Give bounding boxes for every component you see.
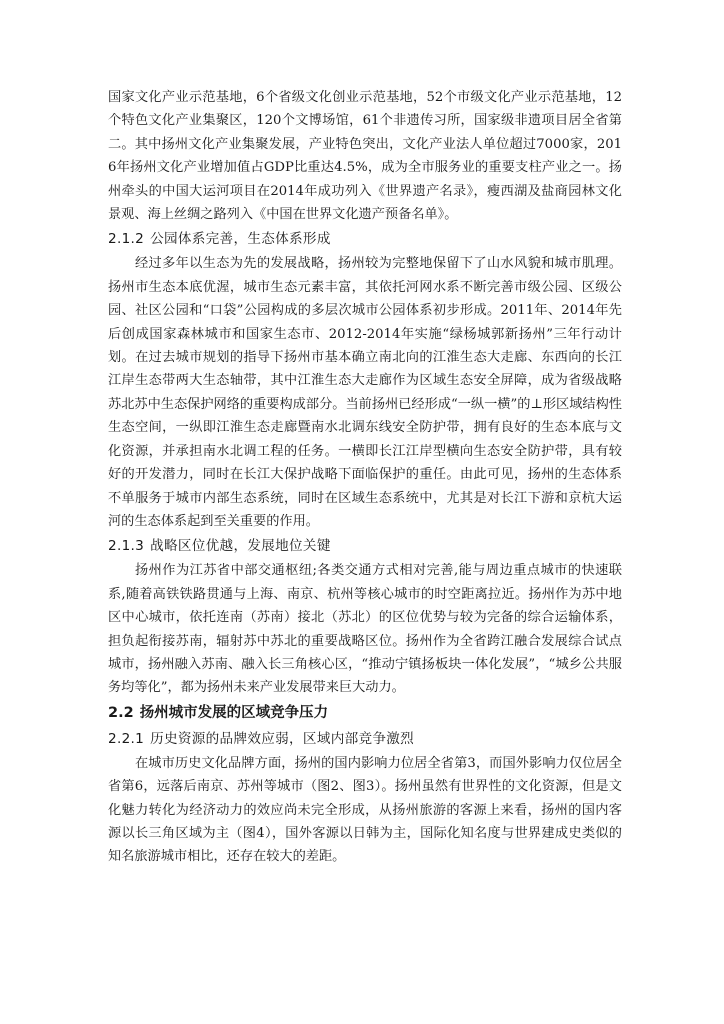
section-title: 战略区位优越，发展地位关键: [150, 538, 331, 555]
section-heading-2-2: [108, 701, 622, 726]
section-heading-2-1-3: [108, 534, 622, 559]
section-title: 公园体系完善，生态体系形成: [150, 231, 331, 248]
document-page: [108, 86, 622, 869]
paragraph-2-2-1: 在城市历史文化品牌方面，扬州的国内影响力位居全省第3，而国外影响力仅位居全省第6，远落后南京、苏州等城市（图2、图3）。扬州虽然有世界性的文化资源，但是文化魅力转化为经济动力的效应尚未完全形成，从扬州旅游的客源上来看，扬州的国内客源以长三角区域为主（图4），国外客源以日韩为主，国际化知名度与世界建成史类似的知名旅游城市相比，还存在较大的差距。: [108, 755, 622, 865]
section-title: 历史资源的品牌效应弱，区域内部竞争激烈: [150, 730, 415, 747]
section-number: 2.2.1: [108, 730, 145, 747]
paragraph-continuation: 国家文化产业示范基地，6个省级文化创业示范基地，52个市级文化产业示范基地，12个特色文化产业集聚区，120个文博场馆，61个非遗传习所，国家级非遗项目居全省第二。其中扬州文化产业集聚发展，产业特色突出，文化产业法人单位超过7000家，2016年扬州文化产业增加值占GDP比重达4.5%，成为全市服务业的重要支柱产业之一。扬州牵头的中国大运河项目在2014年成功列入《世界遗产名录》，瘦西湖及盐商园林文化景观、海上丝绸之路列入《中国在世界文化遗产预备名单》。: [108, 90, 622, 223]
section-number: 2.2: [108, 704, 134, 721]
section-heading-2-1-2: [108, 227, 622, 252]
paragraph-2-1-3: 扬州作为江苏省中部交通枢纽;各类交通方式相对完善,能与周边重点城市的快速联系,随着高铁铁路贯通与上海、南京、杭州等核心城市的时空距离拉近。扬州作为苏中地区中心城市，依托连南（苏南）接北（苏北）的区位优势与较为完备的综合运输体系，担负起衔接苏南，辐射苏中苏北的重要战略区位。扬州作为全省跨江融合发展综合试点城市，扬州融入苏南、融入长三角核心区，“推动宁镇扬板块一体化发展”，“城乡公共服务均等化”，都为扬州未来产业发展带来巨大动力。: [108, 563, 622, 696]
section-number: 2.1.3: [108, 538, 145, 555]
section-heading-2-2-1: [108, 727, 622, 752]
paragraph-2-1-2: 经过多年以生态为先的发展战略，扬州较为完整地保留下了山水风貌和城市肌理。扬州市生态本底优渥，城市生态元素丰富，其依托河网水系不断完善市级公园、区级公园、社区公园和“口袋”公园构成的多层次城市公园体系初步形成。2011年、2014年先后创成国家森林城市和国家生态市、2012-2014年实施“绿杨城郭新扬州”三年行动计划。在过去城市规划的指导下扬州市基本确立南北向的江淮生态大走廊、东西向的长江江岸生态带两大生态轴带，其中江淮生态大走廊作为区域生态安全屏障，成为省级战略苏北苏中生态保护网络的重要构成部分。当前扬州已经形成“一纵一横”的⊥形区域结构性生态空间，一纵即江淮生态走廊暨南水北调东线安全防护带，拥有良好的生态本底与文化资源，并承担南水北调工程的任务。一横即长江江岸型横向生态安全防护带，具有较好的开发潜力，同时在长江大保护战略下面临保护的重任。由此可见，扬州的生态体系不单服务于城市内部生态系统，同时在区域生态系统中，尤其是对长江下游和京杭大运河的生态体系起到至关重要的作用。: [108, 256, 622, 529]
section-number: 2.1.2: [108, 231, 145, 248]
section-title: 扬州城市发展的区域竞争压力: [139, 704, 329, 721]
